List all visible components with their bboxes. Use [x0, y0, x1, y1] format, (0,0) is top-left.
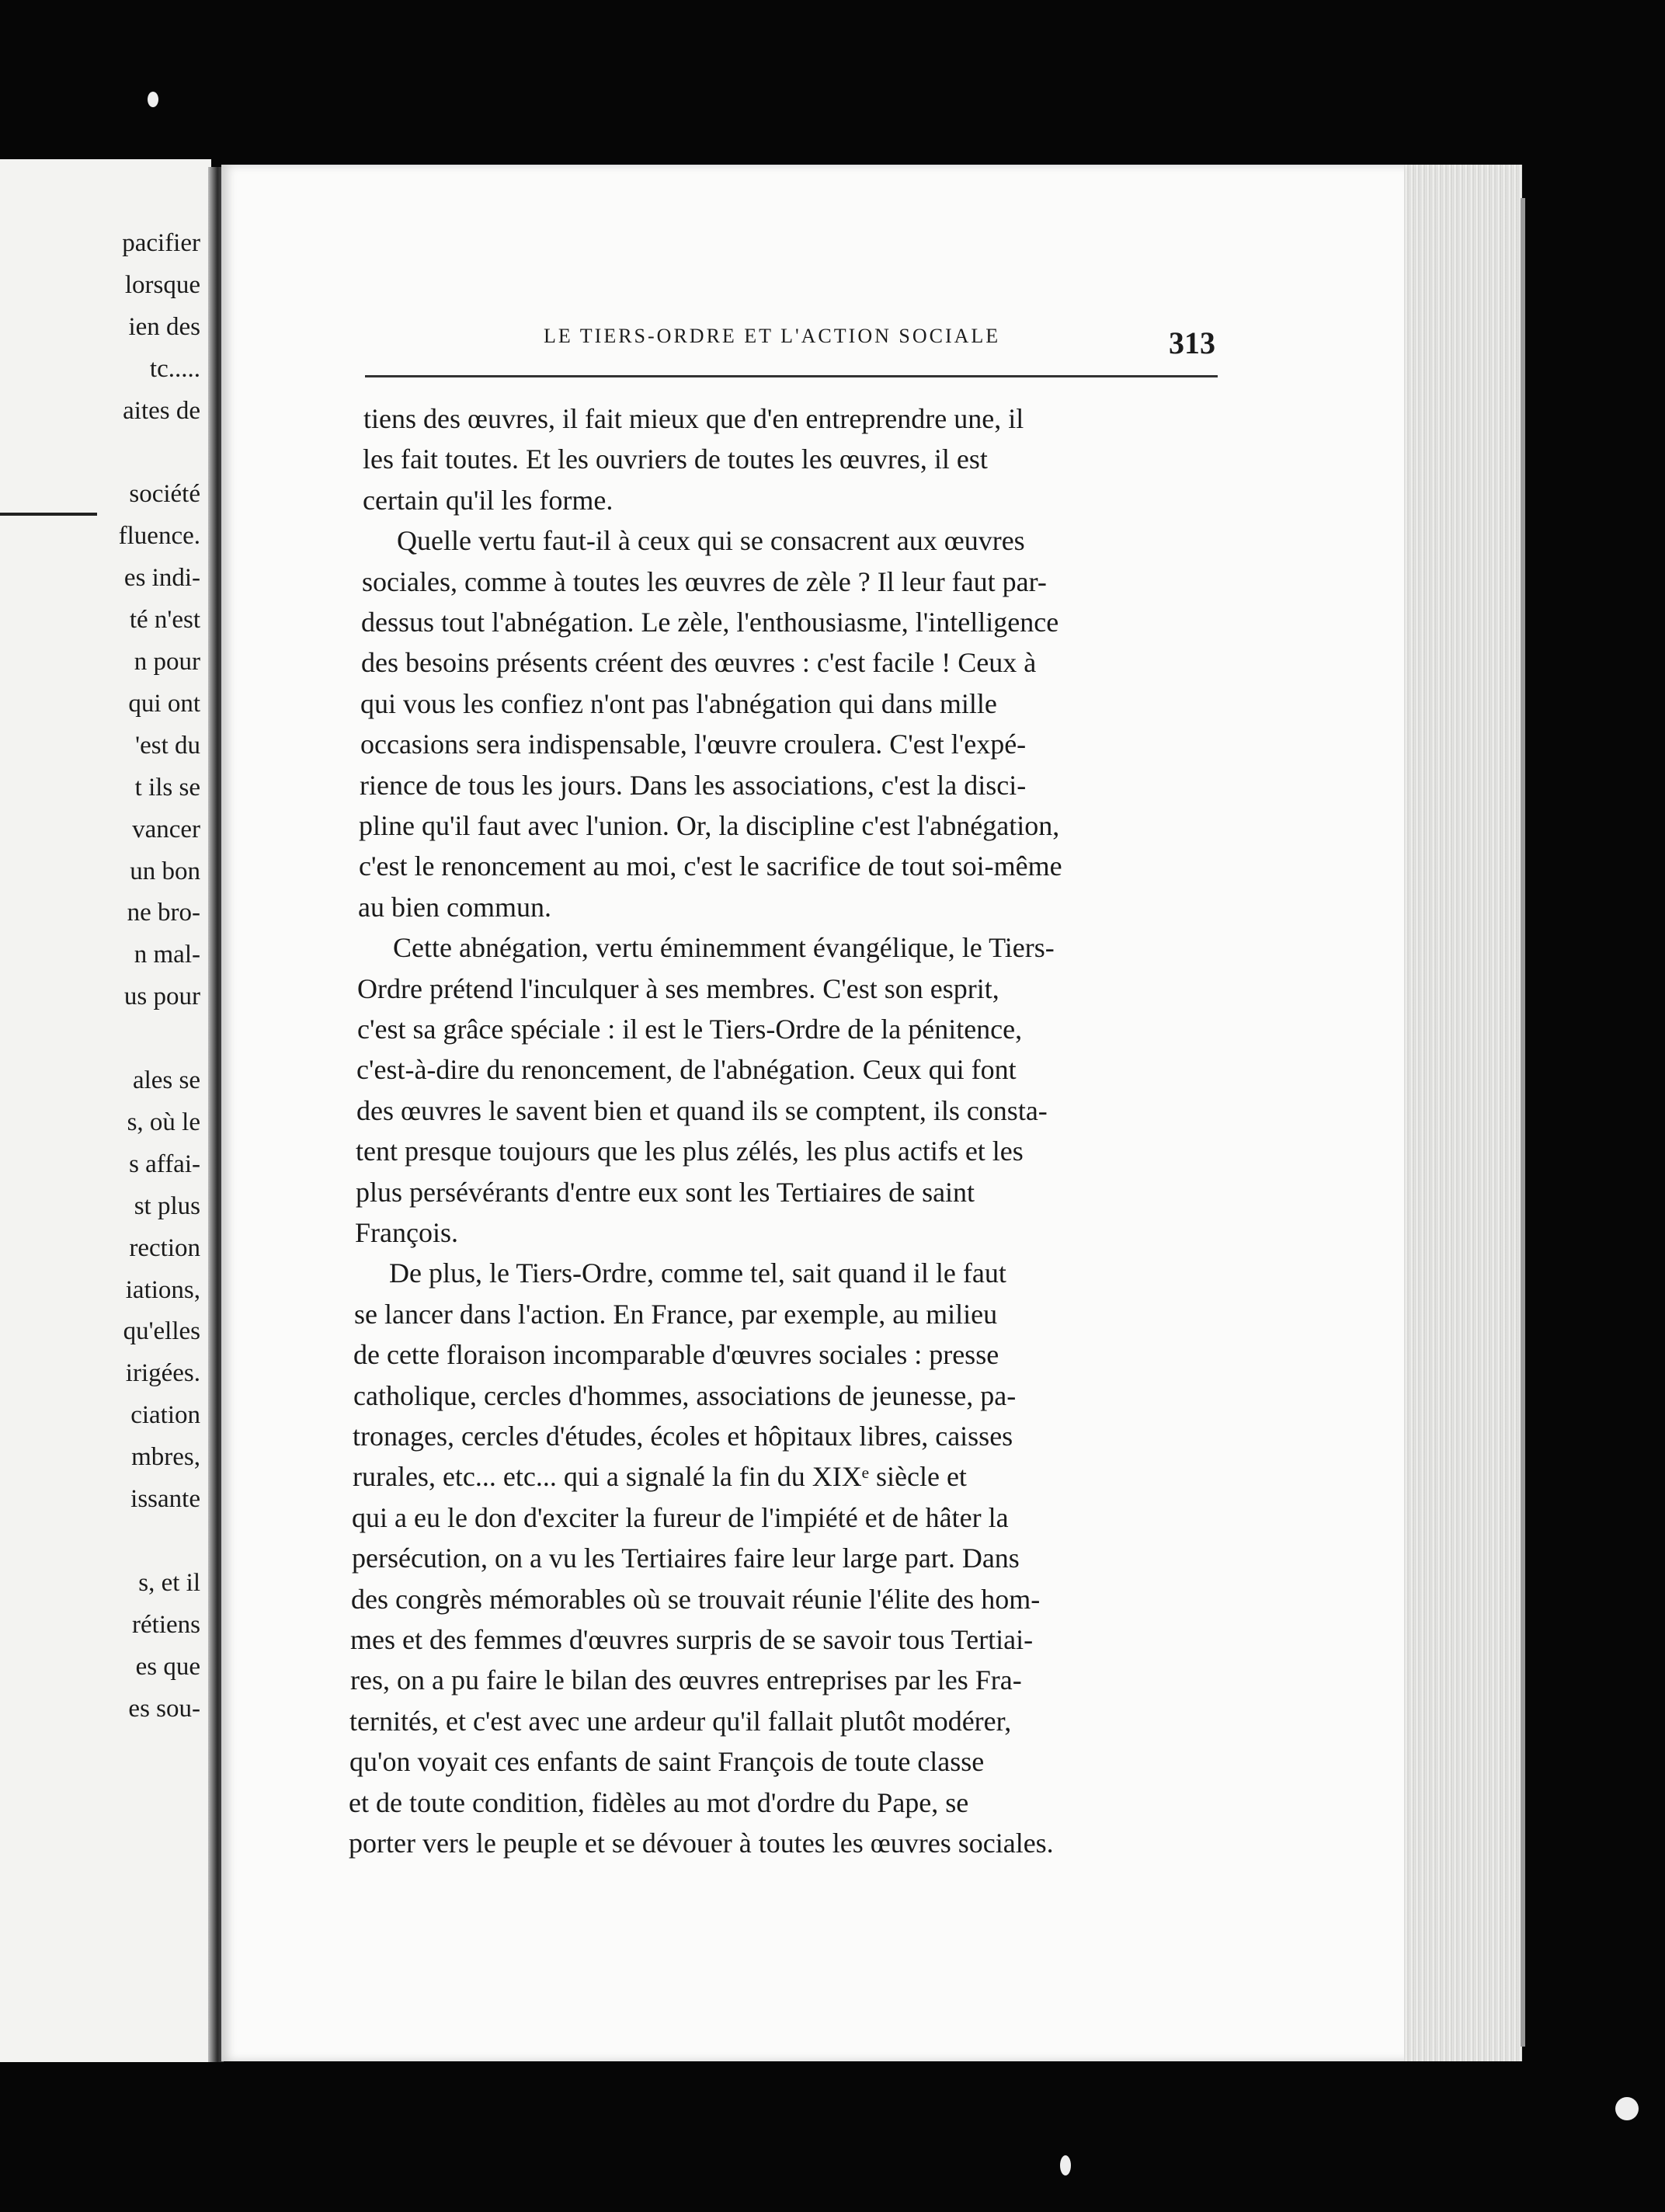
left-page-line: issante	[130, 1485, 200, 1513]
page-body-line: qui a eu le don d'exciter la fureur de l'impiété et de hâter la	[352, 1501, 1009, 1533]
left-page-line: n pour	[134, 648, 200, 676]
left-page-line: aites de	[123, 396, 200, 425]
left-page-line: fluence.	[118, 522, 200, 551]
page-body-line: ternités, et c'est avec une ardeur qu'il fallait plutôt modérer,	[349, 1705, 1012, 1737]
page-body-line: tiens des œuvres, il fait mieux que d'en entreprendre une, il	[363, 403, 1024, 434]
page-body-line: mes et des femmes d'œuvres surpris de se savoir tous Tertiai-	[350, 1624, 1034, 1655]
page-body-line: de cette floraison incomparable d'œuvres sociales : presse	[353, 1339, 999, 1371]
page-body-line: sociales, comme à toutes les œuvres de zèle ? Il leur faut par-	[362, 565, 1047, 597]
left-page-line: irigées.	[125, 1359, 200, 1388]
left-page-line: es indi-	[123, 564, 200, 593]
left-page-line: es que	[135, 1652, 200, 1681]
page-body-line: les fait toutes. Et les ouvriers de toutes les œuvres, il est	[363, 443, 988, 475]
left-page-line: 'est du	[135, 731, 200, 760]
left-page-line: t ils se	[134, 773, 200, 802]
page-body-line: qui vous les confiez n'ont pas l'abnégation qui dans mille	[360, 687, 997, 719]
page-body-line: c'est-à-dire du renoncement, de l'abnégation. Ceux qui font	[356, 1054, 1017, 1086]
facing-page-left	[0, 159, 211, 2062]
page-body-line: certain qu'il les forme.	[363, 484, 614, 516]
left-page-rule	[0, 513, 97, 516]
page-body-line: persécution, on a vu les Tertiaires faire leur large part. Dans	[352, 1542, 1020, 1574]
page-body-line: des congrès mémorables où se trouvait réunie l'élite des hom-	[351, 1583, 1041, 1615]
page-body-line: De plus, le Tiers-Ordre, comme tel, sait quand il le faut	[389, 1257, 1006, 1289]
left-page-line: pacifier	[122, 229, 200, 257]
left-page-line: ciation	[130, 1401, 200, 1430]
left-page-line: s, et il	[138, 1568, 200, 1597]
page-body-line: tent presque toujours que les plus zélés, les plus actifs et les	[356, 1136, 1024, 1167]
left-page-line: qui ont	[128, 689, 200, 718]
page-body-line: catholique, cercles d'hommes, associations de jeunesse, pa-	[353, 1379, 1017, 1411]
page-body-line: tronages, cercles d'études, écoles et hôpitaux libres, caisses	[353, 1421, 1013, 1452]
left-page-line: té n'est	[129, 606, 200, 635]
dust-speck	[148, 92, 158, 107]
page-body-line: qu'on voyait ces enfants de saint François de toute classe	[349, 1746, 985, 1778]
dust-speck	[1615, 2097, 1639, 2120]
page-number: 313	[1169, 325, 1215, 360]
page-body-line: au bien commun.	[358, 891, 551, 923]
left-page-line: tc.....	[149, 354, 200, 383]
left-page-line: ien des	[128, 312, 200, 341]
left-page-line: lorsque	[124, 270, 200, 299]
page-body-line: des œuvres le savent bien et quand ils se comptent, ils consta-	[356, 1094, 1048, 1126]
page-body-line: c'est le renoncement au moi, c'est le sacrifice de tout soi-même	[359, 850, 1062, 882]
page-body-line: occasions sera indispensable, l'œuvre croulera. C'est l'expé-	[360, 729, 1027, 760]
page-body-line: Quelle vertu faut-il à ceux qui se consacrent aux œuvres	[397, 525, 1025, 557]
left-page-line: rection	[129, 1233, 200, 1262]
running-header: LE TIERS-ORDRE ET L'ACTION SOCIALE	[544, 325, 1001, 347]
left-page-line: vancer	[132, 815, 200, 843]
page-block-shadow	[1521, 198, 1525, 2047]
page-body-line: des besoins présents créent des œuvres : c'est facile ! Ceux à	[361, 647, 1037, 679]
left-page-line: iations,	[125, 1275, 200, 1304]
page-body-line: et de toute condition, fidèles au mot d'ordre du Pape, se	[349, 1786, 969, 1818]
left-page-line: rétiens	[132, 1610, 200, 1639]
page-body-line: res, on a pu faire le bilan des œuvres entreprises par les Fra-	[350, 1664, 1022, 1696]
page-body-line: c'est sa grâce spéciale : il est le Tiers-Ordre de la pénitence,	[357, 1014, 1023, 1045]
left-page-line: ne bro-	[127, 899, 200, 927]
left-page-line: n mal-	[134, 941, 200, 969]
left-page-line: s affai-	[129, 1149, 200, 1178]
left-page-line: s, où le	[127, 1108, 200, 1136]
left-page-line: us pour	[123, 983, 200, 1011]
page-body-line: se lancer dans l'action. En France, par exemple, au milieu	[354, 1298, 998, 1330]
page-body-line: porter vers le peuple et se dévouer à toutes les œuvres sociales.	[349, 1828, 1054, 1859]
page-body-line: Ordre prétend l'inculquer à ses membres. C'est son esprit,	[357, 972, 999, 1004]
left-page-line: qu'elles	[123, 1317, 200, 1346]
left-page-line: ales se	[132, 1066, 200, 1094]
left-page-line: société	[129, 480, 200, 509]
left-page-line: st plus	[134, 1191, 200, 1220]
header-rule	[365, 375, 1218, 377]
page-body-line: rience de tous les jours. Dans les associations, c'est la disci-	[360, 769, 1027, 801]
page-body-line: Cette abnégation, vertu éminemment évangélique, le Tiers-	[393, 932, 1055, 964]
page-body-line: pline qu'il faut avec l'union. Or, la discipline c'est l'abnégation,	[359, 810, 1060, 841]
left-page-line: mbres,	[131, 1443, 200, 1472]
dust-speck	[1060, 2155, 1071, 2175]
page-body-line: François.	[355, 1217, 458, 1248]
page-body-line: plus persévérants d'entre eux sont les Tertiaires de saint	[356, 1176, 975, 1208]
page-body-line: dessus tout l'abnégation. Le zèle, l'enthousiasme, l'intelligence	[361, 607, 1059, 638]
page-body-line: rurales, etc... etc... qui a signalé la fin du XIXᵉ siècle et	[353, 1461, 967, 1493]
left-page-line: es sou-	[128, 1694, 200, 1723]
left-page-line: un bon	[130, 857, 200, 885]
page-block-edges	[1404, 165, 1522, 2061]
